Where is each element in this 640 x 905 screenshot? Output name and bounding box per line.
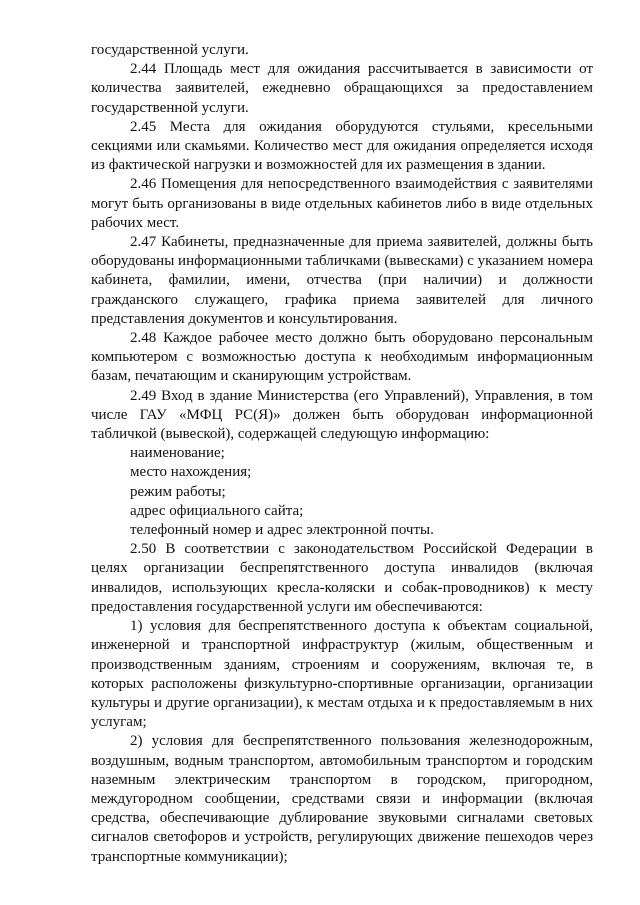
paragraph-2-46: 2.46 Помещения для непосредственного взаимодействия с заявителями могут быть организованы в виде отдельных кабинетов либо в виде отдельных рабочих мест. <box>91 176 593 231</box>
paragraph-continuation: государственной услуги. <box>91 42 249 58</box>
paragraph-2-48: 2.48 Каждое рабочее место должно быть оборудовано персональным компьютером с возможностью доступа к необходимым информационным базам, печатающим и сканирующим устройствам. <box>91 330 593 385</box>
paragraph-2-47: 2.47 Кабинеты, предназначенные для приема заявителей, должны быть оборудованы информационными табличками (вывесками) с указанием номера кабинета, фамилии, имени, отчества (при наличии) и должности гражданского служащего, графика приема заявителей для личного представления документов и консультирования. <box>91 234 593 327</box>
list-item-contacts: телефонный номер и адрес электронной почты. <box>130 522 434 539</box>
document-body <box>91 41 593 867</box>
list-item-name: наименование; <box>130 445 225 462</box>
paragraph-2-45: 2.45 Места для ожидания оборудуются стульями, кресельными секциями или скамьями. Количество мест для ожидания определяется исходя из фактической нагрузки и возможностей для их размещения в здании. <box>91 118 593 174</box>
list-item-website: адрес официального сайта; <box>130 502 304 519</box>
paragraph-2-50: 2.50 В соответствии с законодательством Российской Федерации в целях организации беспрепятственного доступа инвалидов (включая инвалидов, использующих кресла-коляски и собак-проводников) к месту предоставления государственной услуги им обеспечиваются: <box>91 541 593 615</box>
list-item-schedule: режим работы; <box>130 483 226 500</box>
paragraph-2-44: 2.44 Площадь мест для ожидания рассчитывается в зависимости от количества заявителей, ежедневно обращающихся за предоставлением государственной услуги. <box>91 61 593 116</box>
paragraph-item-1: 1) условия для беспрепятственного доступа к объектам социальной, инженерной и транспортной инфраструктур (жилым, общественным и производственным зданиям, строениям и сооружениям, включая те, в которых расположены физкультурно-спортивные организации, организации культуры и другие организации), к местам отдыха и к предоставляемым в них услугам; <box>91 618 593 731</box>
paragraph-2-49: 2.49 Вход в здание Министерства (его Управлений), Управления, в том числе ГАУ «МФЦ РС(Я)» должен быть оборудован информационной табличкой (вывеской), содержащей следующую информацию: <box>91 387 593 443</box>
paragraph-item-2: 2) условия для беспрепятственного пользования железнодорожным, воздушным, водным транспортом, автомобильным транспортом и городским наземным электрическим транспортом в городском, пригородном, междугородном сообщении, средствами связи и информации (включая средства, обеспечивающие дублирование звуковыми сигналами световых сигналов светофоров и устройств, регулирующих движение пешеходов через транспортные коммуникации); <box>91 733 593 865</box>
list-item-location: место нахождения; <box>130 464 252 481</box>
